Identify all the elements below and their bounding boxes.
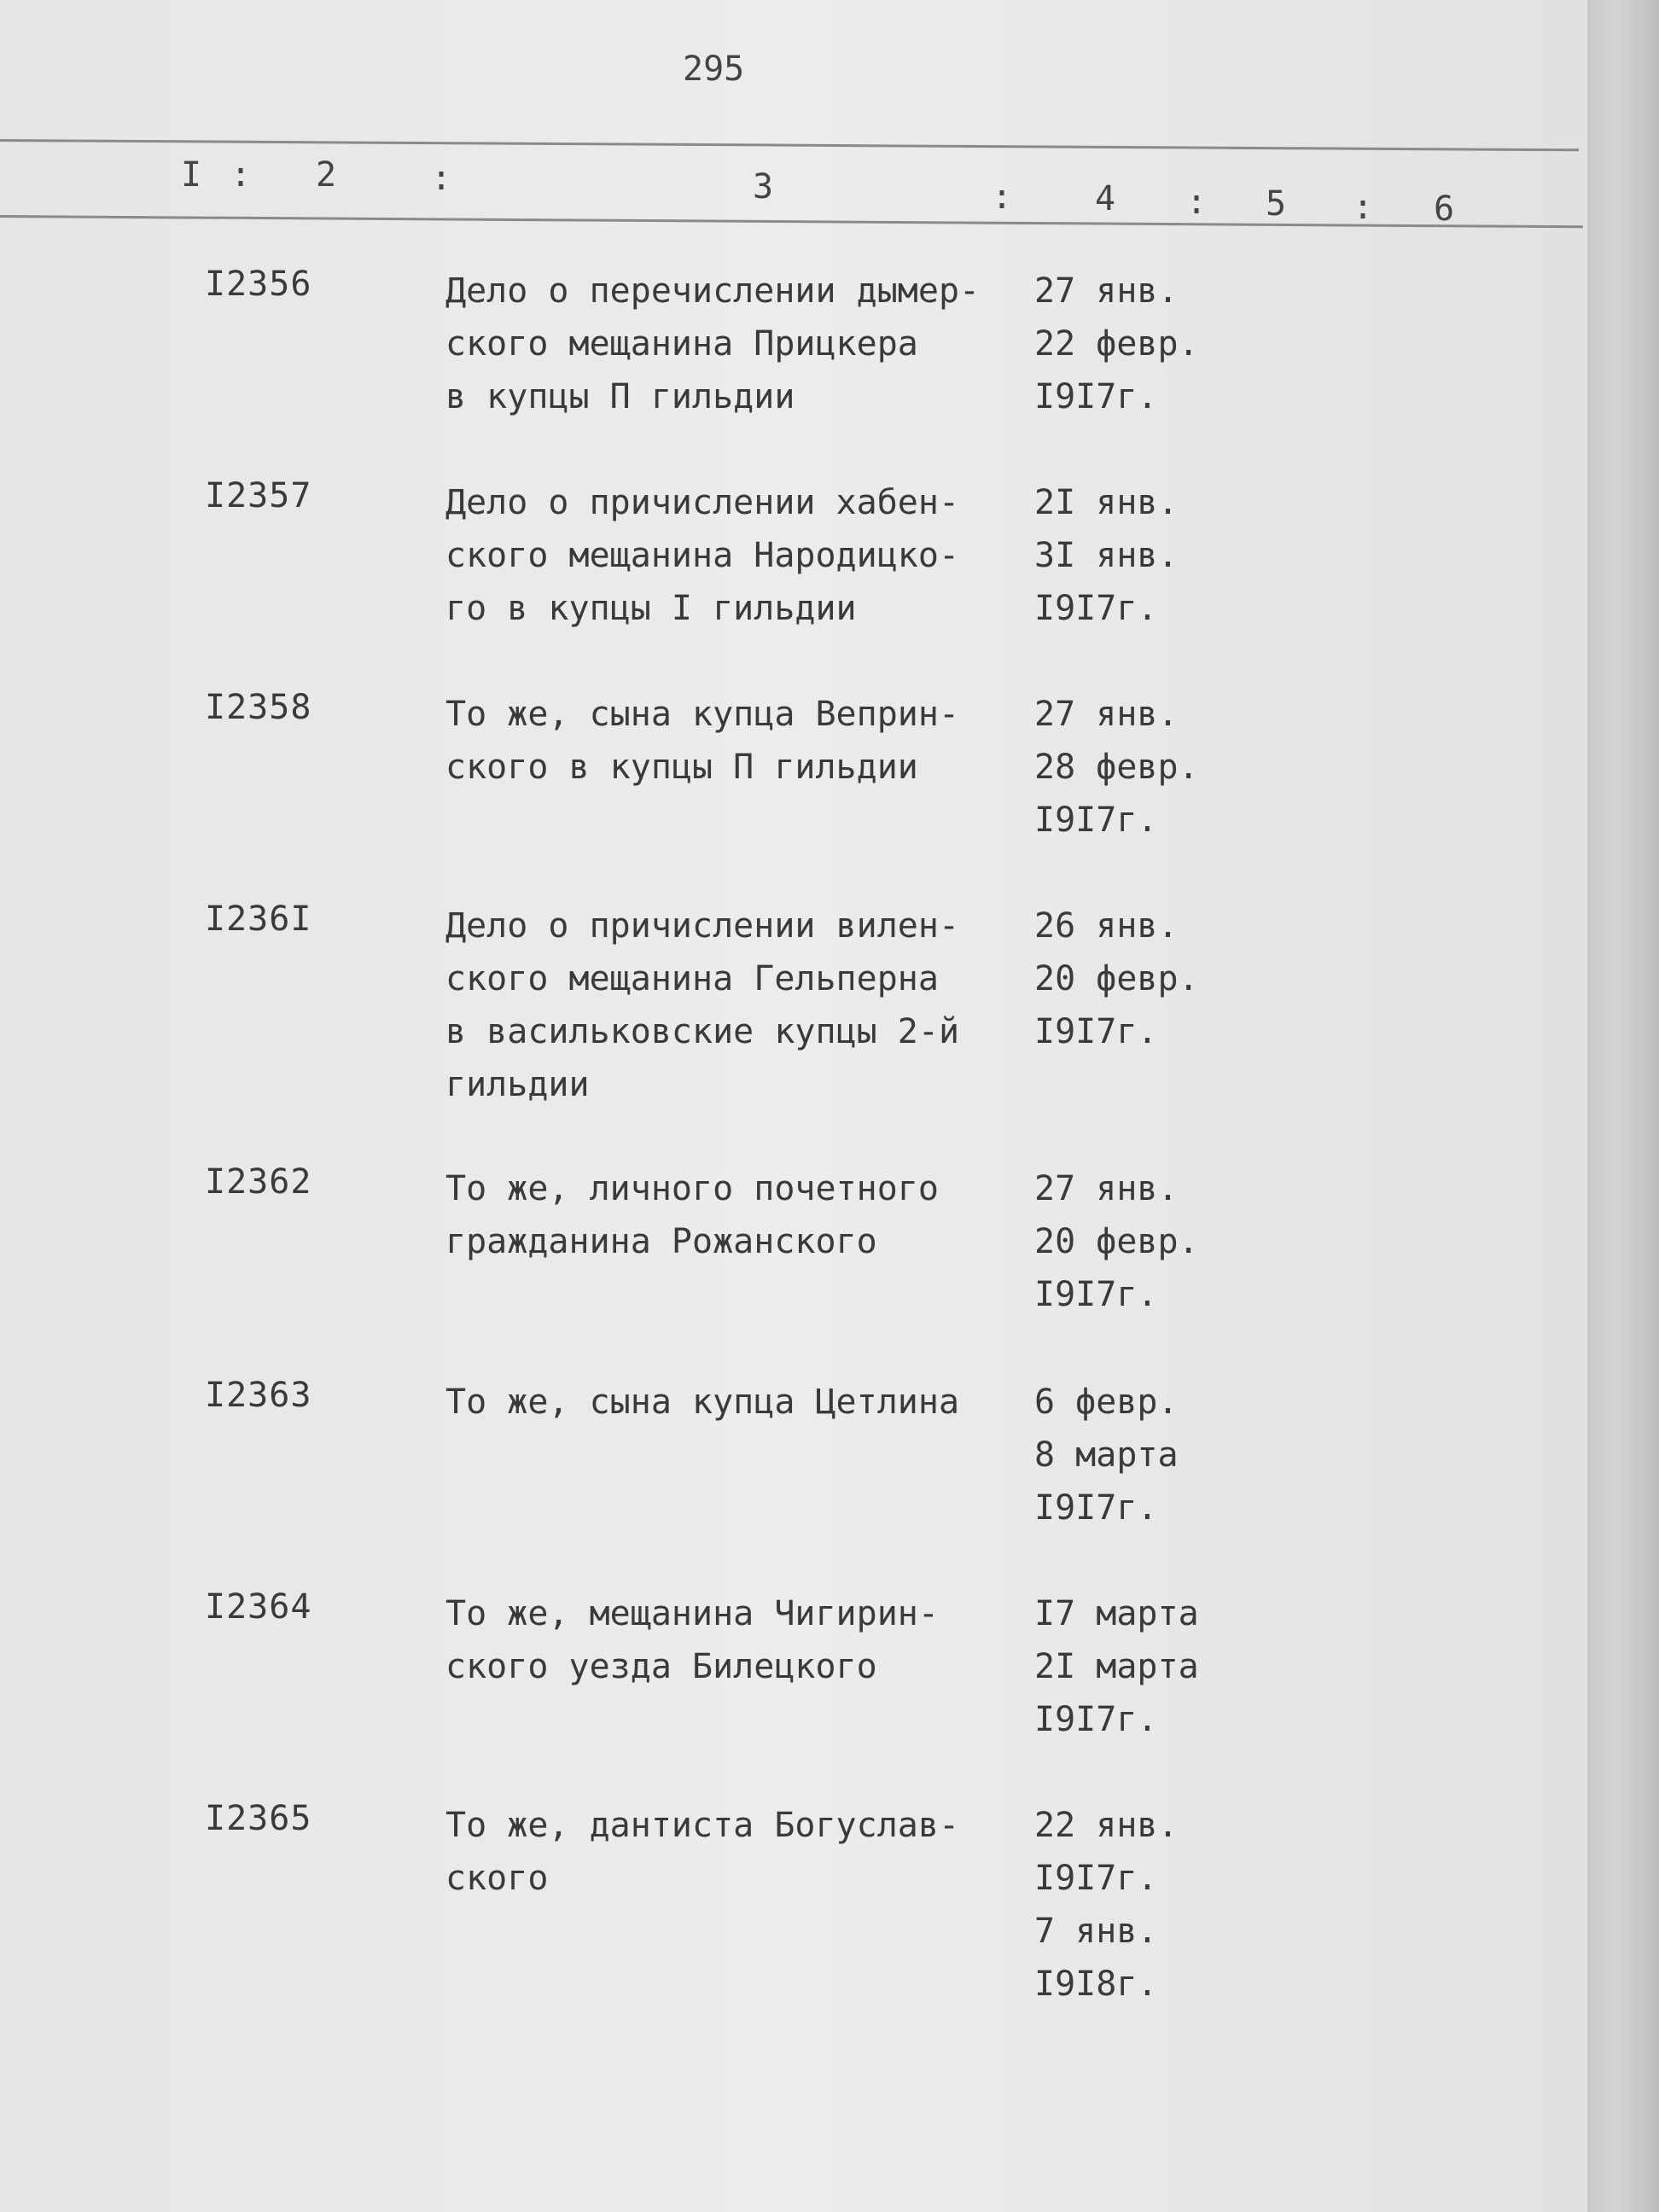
entry-dates xyxy=(1034,899,1199,1058)
header-separator: : xyxy=(992,178,1013,217)
date-line: I9I7г. xyxy=(1034,800,1158,840)
entry-description xyxy=(445,265,980,423)
entry-dates xyxy=(1034,1376,1179,1534)
entry-number: I2356 xyxy=(205,265,312,304)
entry-number: I2364 xyxy=(205,1587,312,1627)
entry-description xyxy=(445,688,959,794)
entry-description xyxy=(445,1376,959,1429)
description-line: ского мещанина Гельперна xyxy=(445,959,939,998)
header-separator: : xyxy=(230,155,252,195)
entry-dates xyxy=(1034,1799,1179,2011)
entry-description xyxy=(445,476,959,635)
description-line: го в купцы I гильдии xyxy=(445,589,857,628)
date-line: 27 янв. xyxy=(1034,695,1179,734)
date-line: 27 янв. xyxy=(1034,271,1179,311)
header-col-1: I xyxy=(181,155,202,195)
entry-number: I2362 xyxy=(205,1162,312,1202)
date-line: 22 февр. xyxy=(1034,324,1199,364)
date-line: 2I марта xyxy=(1034,1647,1199,1686)
entry-number: I2358 xyxy=(205,688,312,727)
description-line: Дело о перечислении дымер- xyxy=(445,271,981,311)
entry-number: I2357 xyxy=(205,476,312,515)
entry-description xyxy=(445,1162,939,1268)
description-line: ского мещанина Прицкера xyxy=(445,324,918,364)
date-line: 27 янв. xyxy=(1034,1169,1179,1208)
date-line: I9I7г. xyxy=(1034,1859,1158,1898)
header-separator: : xyxy=(431,159,452,198)
description-line: То же, мещанина Чигирин- xyxy=(445,1594,939,1633)
date-line: I9I7г. xyxy=(1034,377,1158,416)
date-line: I9I8г. xyxy=(1034,1965,1158,2004)
entry-dates xyxy=(1034,1162,1199,1321)
date-line: I7 марта xyxy=(1034,1594,1199,1633)
date-line: 26 янв. xyxy=(1034,906,1179,946)
description-line: ского мещанина Народицко- xyxy=(445,536,960,575)
entry-dates xyxy=(1034,688,1199,847)
date-line: 20 февр. xyxy=(1034,959,1199,998)
description-line: в васильковские купцы 2-й xyxy=(445,1012,960,1051)
entry-description xyxy=(445,899,959,1111)
description-line: Дело о причислении вилен- xyxy=(445,906,960,946)
date-line: 7 янв. xyxy=(1034,1912,1158,1951)
header-rule-top xyxy=(0,139,1579,151)
entry-number: I236I xyxy=(205,899,312,939)
entry-number: I2365 xyxy=(205,1799,312,1838)
header-separator: : xyxy=(1186,183,1208,222)
header-rule-bottom xyxy=(0,215,1583,228)
description-line: То же, дантиста Богуслав- xyxy=(445,1806,960,1845)
date-line: 22 янв. xyxy=(1034,1806,1179,1845)
description-line: ского xyxy=(445,1859,549,1898)
date-line: 2I янв. xyxy=(1034,483,1179,522)
description-line: гильдии xyxy=(445,1065,590,1104)
entry-dates xyxy=(1034,1587,1199,1746)
page-edge xyxy=(1587,0,1659,2212)
date-line: I9I7г. xyxy=(1034,1275,1158,1314)
entry-description xyxy=(445,1799,959,1905)
header-col-2: 2 xyxy=(316,155,337,195)
date-line: I9I7г. xyxy=(1034,589,1158,628)
date-line: 8 марта xyxy=(1034,1435,1179,1475)
date-line: 6 февр. xyxy=(1034,1382,1179,1422)
description-line: То же, личного почетного xyxy=(445,1169,939,1208)
description-line: То же, сына купца Цетлина xyxy=(445,1382,960,1422)
date-line: 3I янв. xyxy=(1034,536,1179,575)
header-col-5: 5 xyxy=(1266,184,1287,224)
date-line: 20 февр. xyxy=(1034,1222,1199,1261)
page-number: 295 xyxy=(683,49,745,89)
entry-description xyxy=(445,1587,939,1693)
header-col-4: 4 xyxy=(1095,179,1116,218)
date-line: I9I7г. xyxy=(1034,1012,1158,1051)
date-line: 28 февр. xyxy=(1034,748,1199,787)
description-line: ского уезда Билецкого xyxy=(445,1647,877,1686)
entry-number: I2363 xyxy=(205,1376,312,1415)
entry-dates xyxy=(1034,476,1179,635)
date-line: I9I7г. xyxy=(1034,1488,1158,1528)
description-line: Дело о причислении хабен- xyxy=(445,483,960,522)
header-separator: : xyxy=(1353,188,1374,227)
description-line: То же, сына купца Веприн- xyxy=(445,695,960,734)
entry-dates xyxy=(1034,265,1199,423)
date-line: I9I7г. xyxy=(1034,1700,1158,1739)
description-line: гражданина Рожанского xyxy=(445,1222,877,1261)
description-line: ского в купцы П гильдии xyxy=(445,748,918,787)
header-col-3: 3 xyxy=(753,167,774,207)
description-line: в купцы П гильдии xyxy=(445,377,795,416)
header-col-6: 6 xyxy=(1434,189,1455,229)
